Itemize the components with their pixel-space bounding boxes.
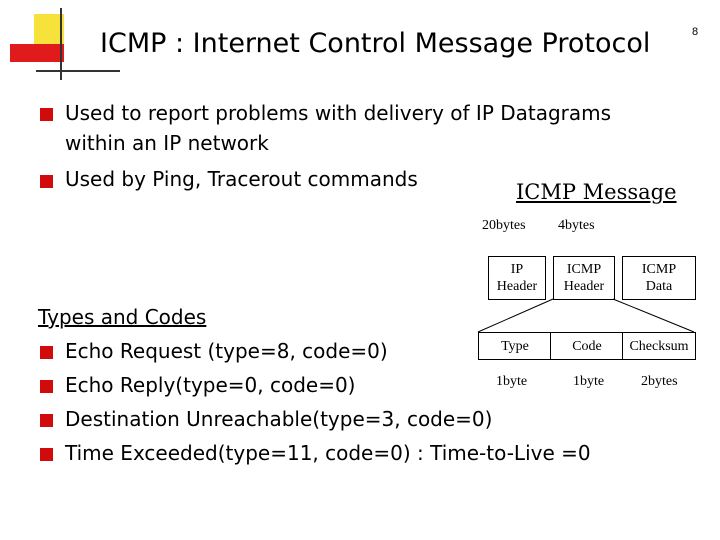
type-item: Echo Request (type=8, code=0) [65, 339, 388, 363]
ip-header-block: IP Header [488, 256, 546, 300]
ip-header-size: 20bytes [482, 218, 526, 233]
checksum-size: 2bytes [641, 374, 678, 389]
icmp-header-block: ICMP Header [553, 256, 615, 300]
type-size: 1byte [496, 374, 528, 389]
checksum-field: Checksum [622, 332, 696, 360]
bullet-icon [40, 448, 53, 461]
bullet-icon [40, 414, 53, 427]
page-number: 8 [692, 26, 699, 38]
icmp-header-size: 4bytes [558, 218, 595, 233]
code-field: Code [550, 332, 624, 360]
bullet-text: Used by Ping, Tracerout commands [65, 167, 418, 191]
bullet-text: Used to report problems with delivery of IP Datagrams [65, 101, 612, 125]
types-heading: Types and Codes [38, 305, 207, 329]
type-item: Destination Unreachable(type=3, code=0) [65, 407, 493, 431]
icmp-data-block: ICMP Data [622, 256, 696, 300]
type-field: Type [478, 332, 552, 360]
type-item: Echo Reply(type=0, code=0) [65, 373, 356, 397]
diagram-title: ICMP Message [516, 180, 677, 204]
slide-title: ICMP : Internet Control Message Protocol [100, 28, 651, 59]
bullet-text-continuation: within an IP network [65, 131, 269, 155]
bullet-icon [40, 346, 53, 359]
type-item: Time Exceeded(type=11, code=0) : Time-to-Live =0 [65, 441, 591, 465]
code-size: 1byte [573, 374, 605, 389]
bullet-icon [40, 380, 53, 393]
